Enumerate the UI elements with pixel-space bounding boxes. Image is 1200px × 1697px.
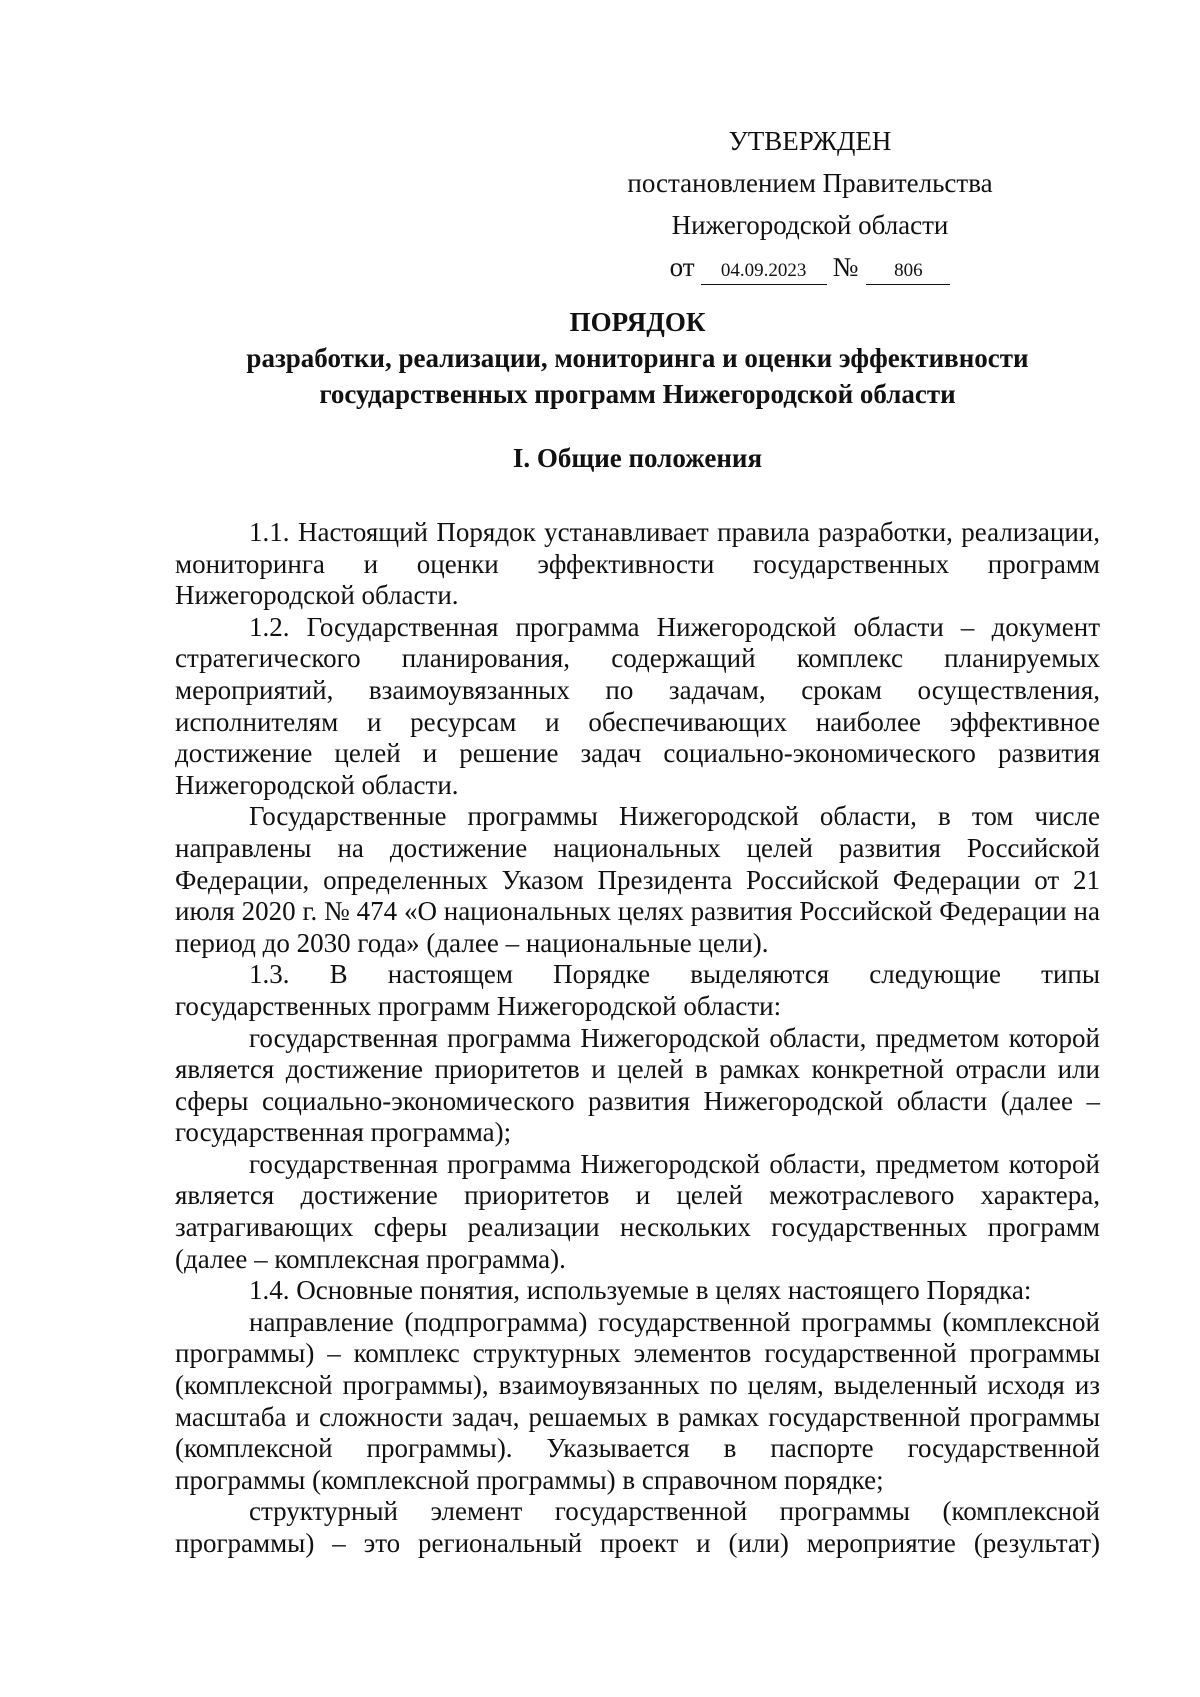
paragraph: 1.2. Государственная программа Нижегородской области – документ стратегического планирования, содержащий комплекс планируемых мероприятий, взаимоувязанных по задачам, срокам осуществления, исполнителям и ресурсам и обеспечивающих наиболее эффективное достижение целей и решение задач социально-экономического развития Нижегородской области. [175,611,1100,800]
number-sign: № [832,252,859,282]
approval-number: 806 [866,258,950,285]
paragraph: направление (подпрограмма) государственной программы (комплексной программы) – комплекс структурных элементов государственной программы (комплексной программы), взаимоувязанных по целям, выделенный исходя из масштаба и сложности задач, решаемых в рамках государственной программы (комплексной программы). Указывается в паспорте государственной программы (комплексной программы) в справочном порядке; [175,1306,1100,1495]
approval-date-line [620,246,1000,288]
document-subtitle-line-1: разработки, реализации, мониторинга и оценки эффективности [246,343,1029,373]
approval-line-2: Нижегородской области [671,210,949,240]
document-title: ПОРЯДОК [569,307,706,337]
paragraph: структурный элемент государственной программы (комплексной программы) – это региональный проект и (или) мероприятие (результат) [175,1496,1100,1558]
paragraph: 1.1. Настоящий Порядок устанавливает правила разработки, реализации, мониторинга и оценки эффективности государственных программ Нижегородской области. [175,517,1100,611]
paragraph: 1.3. В настоящем Порядке выделяются следующие типы государственных программ Нижегородской области: [175,959,1100,1021]
document-body [175,517,1100,1560]
document-subtitle-line-2: государственных программ Нижегородской области [319,379,956,409]
approval-block [620,120,1000,288]
approval-date: 04.09.2023 [701,258,827,285]
paragraph: Государственные программы Нижегородской области, в том числе направлены на достижение национальных целей развития Российской Федерации, определенных Указом Президента Российской Федерации от 21 июля 2020 г. № 474 «О национальных целях развития Российской Федерации на период до 2030 года» (далее – национальные цели). [175,801,1100,958]
approval-title: УТВЕРЖДЕН [728,126,892,156]
paragraph: государственная программа Нижегородской области, предметом которой является достижение приоритетов и целей межотраслевого характера, затрагивающих сферы реализации нескольких государственных программ (далее – комплексная программа). [175,1148,1100,1274]
approval-line-1: постановлением Правительства [627,168,993,198]
paragraph: 1.4. Основные понятия, используемые в целях настоящего Порядка: [249,1275,1032,1306]
paragraph: государственная программа Нижегородской области, предметом которой является достижение приоритетов и целей в рамках конкретной отрасли или сферы социально-экономического развития Нижегородской области (далее – государственная программа); [175,1022,1100,1148]
section-title: I. Общие положения [512,443,763,473]
date-prefix: от [669,252,695,282]
